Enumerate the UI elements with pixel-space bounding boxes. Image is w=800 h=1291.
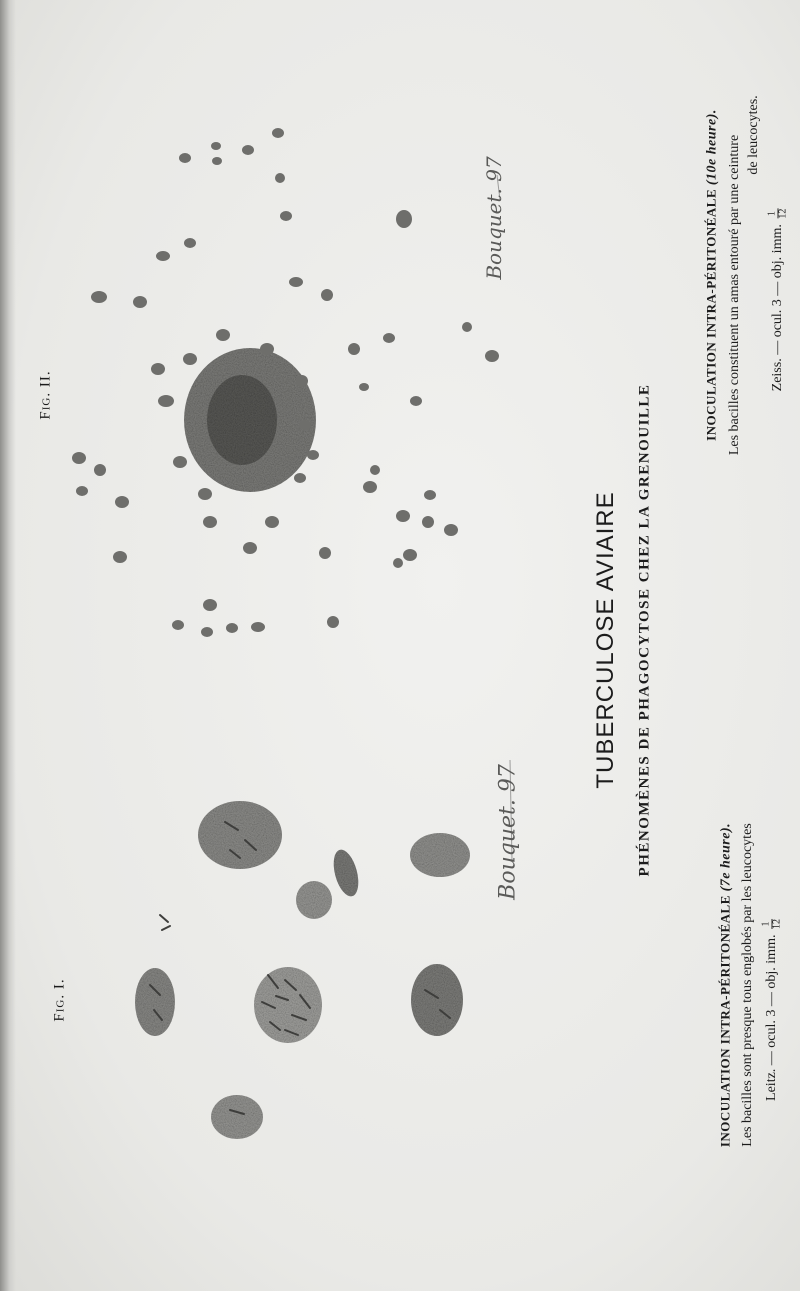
fig2-caption-heading: INOCULATION INTRA-PÉRITONÉALE bbox=[703, 188, 719, 441]
fraction-numerator: 1 bbox=[762, 919, 773, 929]
fig1-caption-body: Les bacilles sont presque tous englobés par les leucocytes bbox=[740, 823, 755, 1147]
fraction-denominator: 12 bbox=[777, 208, 789, 219]
fig2-label: Fig. II. bbox=[37, 370, 54, 420]
fig2-signature: Bouquet. 97 bbox=[482, 156, 506, 280]
fig1-cell bbox=[410, 833, 470, 877]
fig1-label: Fig. I. bbox=[51, 978, 68, 1022]
plate-subtitle: PHÉNOMÈNES DE PHAGOCYTOSE CHEZ LA GRENOUILLE bbox=[636, 383, 653, 877]
fig1-optics-text: Leitz. — ocul. 3 — obj. imm. bbox=[764, 934, 780, 1101]
fig2-caption-optics bbox=[768, 209, 789, 392]
fig2-caption-time: (10e heure). bbox=[704, 109, 720, 186]
fig2-optics-text: Zeiss. — ocul. 3 — obj. imm. bbox=[770, 224, 786, 392]
fraction-numerator: 1 bbox=[768, 209, 779, 219]
fig1-optics-fraction bbox=[762, 919, 783, 929]
fig1-caption-head bbox=[718, 823, 735, 1147]
fig1-cell bbox=[296, 881, 332, 919]
fig1-cell bbox=[329, 847, 363, 899]
fig2-optics-fraction bbox=[768, 209, 789, 219]
fig2-drawing bbox=[184, 348, 316, 492]
fig1-caption-heading: INOCULATION INTRA-PÉRITONÉALE bbox=[717, 895, 733, 1148]
fig1-caption-optics bbox=[762, 919, 783, 1101]
fig2-caption-head bbox=[704, 109, 721, 441]
fraction-denominator: 12 bbox=[771, 919, 783, 930]
plate-title: TUBERCULOSE AVIAIRE bbox=[592, 491, 619, 789]
fig2-caption-body-line1: Les bacilles constituent un amas entouré par une ceinture bbox=[727, 134, 742, 456]
fig1-signature: Bouquet. 97 bbox=[495, 764, 521, 900]
fig1-cell bbox=[211, 1095, 263, 1139]
fig2-caption-body-line2: de leucocytes. bbox=[746, 95, 761, 175]
fig1-caption-time: (7e heure). bbox=[718, 822, 734, 892]
fig1-drawing bbox=[135, 801, 470, 1139]
fig1-cell bbox=[135, 968, 175, 1036]
fig1-cell bbox=[411, 964, 463, 1036]
